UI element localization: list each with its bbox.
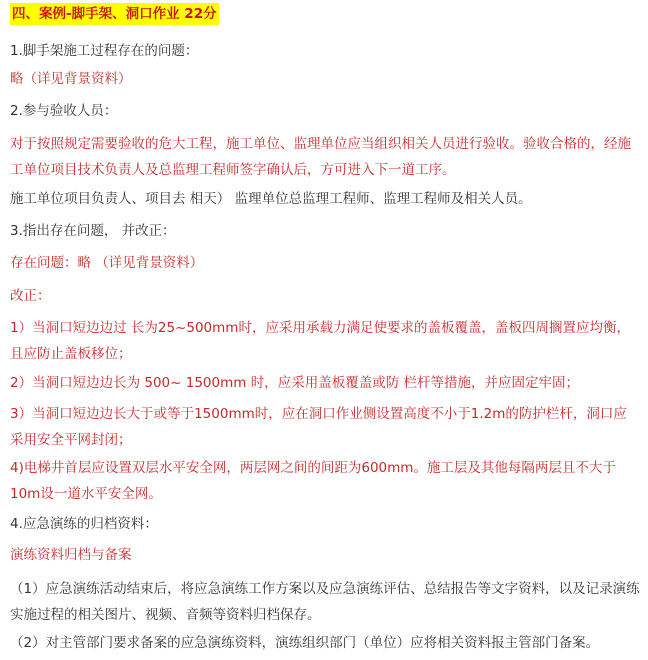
question-2-paragraph-1: 对于按照规定需要验收的危大工程，施工单位、监理单位应当组织相关人员进行验收。验收合格的，经施工单位项目技术负责人及总监理工程师签字确认后，方可进入下一道工序。 <box>10 136 631 178</box>
question-2-paragraph-2: 施工单位项目负责人、项目去 相天） 监理单位总监理工程师、监理工程师及相关人员。 <box>10 191 532 207</box>
fix-item: 3）当洞口短边边长大于或等于1500mm时，应在洞口作业侧设置高度不小于1.2m的防护栏杆，洞口应采用安全平网封闭； <box>10 406 627 448</box>
question-1-label: 1.脚手架施工过程存在的问题： <box>10 43 199 59</box>
question-1-answer: 略（详见背景资料） <box>10 71 132 87</box>
fix-item: 2）当洞口短边边长为 500~ 1500mm 时，应采用盖板覆盖或防 栏杆等措施，并应固定牢固； <box>10 375 579 391</box>
fix-item: 1）当洞口短边边过 长为25~500mm时，应采用承载力满足使要求的盖板覆盖，盖板四周搁置应均衡， 且应防止盖板移位； <box>10 320 630 362</box>
question-3-problem: 存在问题：略 （详见背景资料） <box>10 255 204 271</box>
question-4-subtitle: 演练资料归档与备案 <box>10 547 132 563</box>
question-3-fix-label: 改正： <box>10 288 51 304</box>
question-3-label: 3.指出存在问题， 并改正： <box>10 223 176 239</box>
section-heading: 四、案例-脚手架、洞口作业 22分 <box>10 3 219 25</box>
question-2-label: 2.参与验收人员： <box>10 103 118 119</box>
archive-item: （2）对主管部门要求备案的应急演练资料，演练组织部门（单位）应将相关资料报主管部门备案。 <box>10 635 600 651</box>
question-4-label: 4.应急演练的归档资料： <box>10 516 158 532</box>
fix-item: 4)电梯井首层应设置双层水平安全网，两层网之间的间距为600mm。施工层及其他每隔两层且不大于10m设一道水平安全网。 <box>10 460 616 502</box>
archive-item: （1）应急演练活动结束后，将应急演练工作方案以及应急演练评估、总结报告等文字资料，以及记录演练实施过程的相关图片、视频、音频等资料归档保存。 <box>10 581 640 623</box>
